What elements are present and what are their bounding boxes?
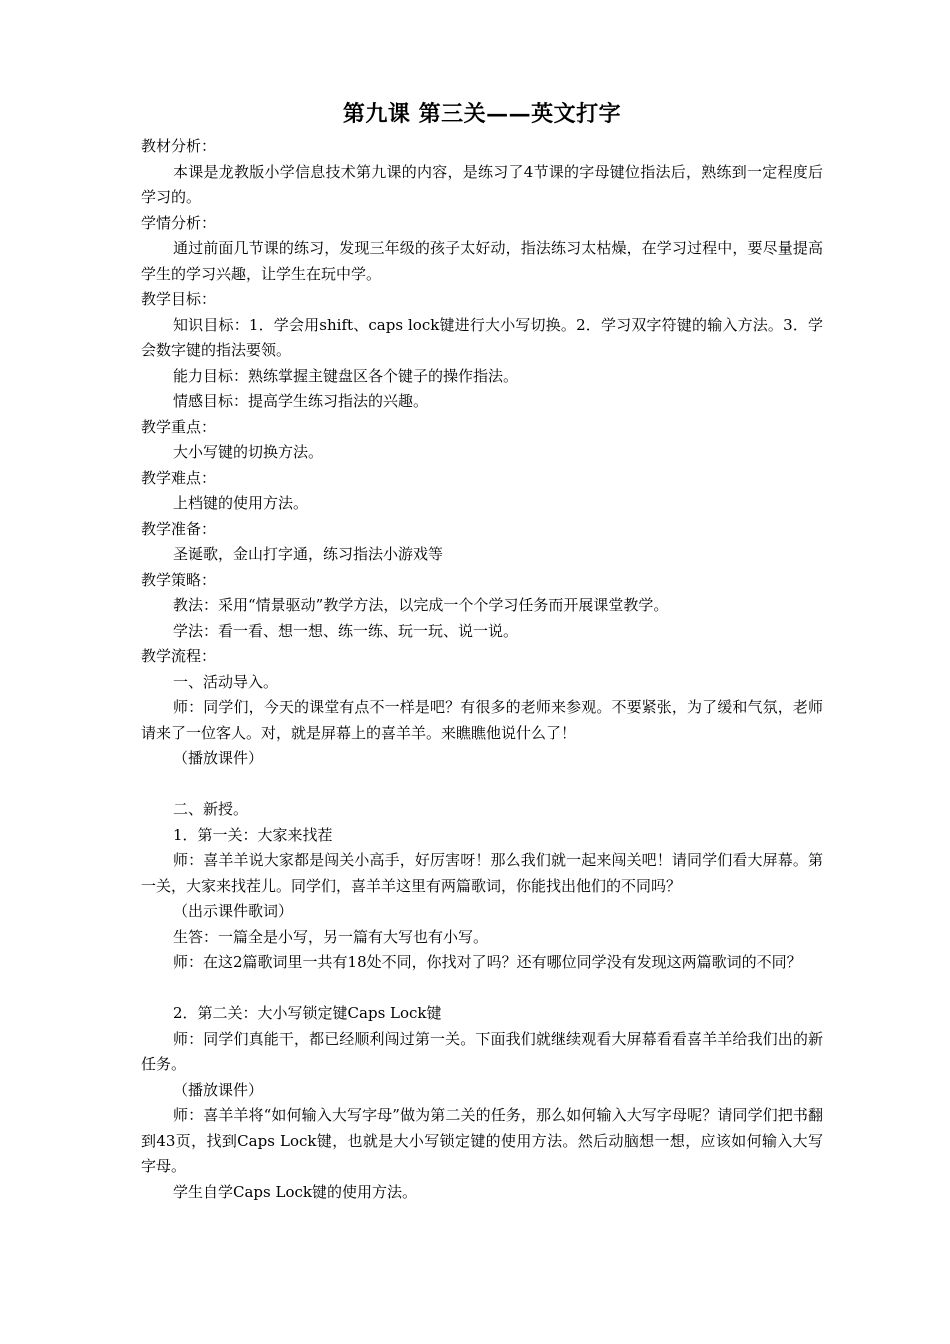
paragraph-process-10: 2．第二关：大小写锁定键Caps Lock键 — [173, 1004, 442, 1022]
section-heading-process: 教学流程： — [141, 647, 217, 665]
paragraph-strategy-teach: 教法：采用“情景驱动”教学方法，以完成一个个学习任务而开展课堂教学。 — [173, 596, 669, 614]
paragraph-process-2: 师：同学们，今天的课堂有点不一样是吧？有很多的老师来参观。不要紧张，为了缓和气氛，老师请来了一位客人。对，就是屏幕上的喜羊羊。来瞧瞧他说什么了！ — [141, 698, 823, 742]
paragraph-process-7: （出示课件歌词） — [173, 902, 294, 920]
section-heading-difficulty: 教学难点： — [141, 468, 217, 487]
paragraph-process-11: 师：同学们真能干，都已经顺利闯过第一关。下面我们就继续观看大屏幕看看喜羊羊给我们出的新任务。 — [141, 1029, 823, 1073]
paragraph-process-5: 1．第一关：大家来找茬 — [173, 825, 333, 844]
section-heading-material: 教材分析： — [141, 137, 217, 155]
document-page — [141, 96, 823, 1205]
paragraph-process-13: 师：喜羊羊将“如何输入大写字母”做为第二关的任务，那么如何输入大写字母呢？请同学们把书翻到43页，找到Caps Lock键，也就是大小写锁定键的使用方法。然后动脑想一想，应该如何输入大写字母。 — [141, 1106, 823, 1175]
paragraph-process-8: 生答：一篇全是小写，另一篇有大写也有小写。 — [173, 927, 489, 946]
paragraph-student: 通过前面几节课的练习，发现三年级的孩子太好动，指法练习太枯燥，在学习过程中，要尽量提高学生的学习兴趣，让学生在玩中学。 — [141, 239, 823, 283]
section-heading-strategy: 教学策略： — [141, 570, 217, 589]
paragraph-prep: 圣诞歌，金山打字通，练习指法小游戏等 — [173, 545, 444, 563]
section-heading-prep: 教学准备： — [141, 519, 217, 538]
paragraph-material: 本课是龙教版小学信息技术第九课的内容，是练习了4节课的字母键位指法后，熟练到一定程度后学习的。 — [141, 162, 823, 206]
paragraph-difficulty: 上档键的使用方法。 — [173, 494, 309, 512]
section-heading-key: 教学重点： — [141, 417, 217, 436]
paragraph-process-1: 一、活动导入。 — [173, 672, 279, 691]
blank-line — [141, 976, 823, 1002]
paragraph-process-14: 学生自学Caps Lock键的使用方法。 — [173, 1182, 417, 1201]
paragraph-key: 大小写键的切换方法。 — [173, 443, 324, 461]
paragraph-process-9: 师：在这2篇歌词里一共有18处不同，你找对了吗？还有哪位同学没有发现这两篇歌词的不同？ — [173, 953, 802, 971]
paragraph-process-4: 二、新授。 — [173, 800, 249, 818]
paragraph-process-6: 师：喜羊羊说大家都是闯关小高手，好厉害呀！那么我们就一起来闯关吧！请同学们看大屏幕。第一关，大家来找茬儿。同学们，喜羊羊这里有两篇歌词，你能找出他们的不同吗？ — [141, 851, 823, 895]
paragraph-goal-knowledge: 知识目标：1．学会用shift、caps lock键进行大小写切换。2．学习双字符键的输入方法。3．学会数字键的指法要领。 — [141, 315, 823, 359]
document-title: 第九课 第三关——英文打字 — [342, 101, 622, 127]
section-heading-student: 学情分析： — [141, 213, 217, 232]
paragraph-goal-emotion: 情感目标：提高学生练习指法的兴趣。 — [173, 392, 429, 410]
blank-line — [141, 772, 823, 798]
section-heading-goals: 教学目标： — [141, 290, 217, 308]
paragraph-goal-ability: 能力目标：熟练掌握主键盘区各个键子的操作指法。 — [173, 366, 519, 385]
paragraph-process-12: （播放课件） — [173, 1080, 264, 1099]
paragraph-process-3: （播放课件） — [173, 749, 264, 767]
paragraph-strategy-learn: 学法：看一看、想一想、练一练、玩一玩、说一说。 — [173, 621, 519, 640]
